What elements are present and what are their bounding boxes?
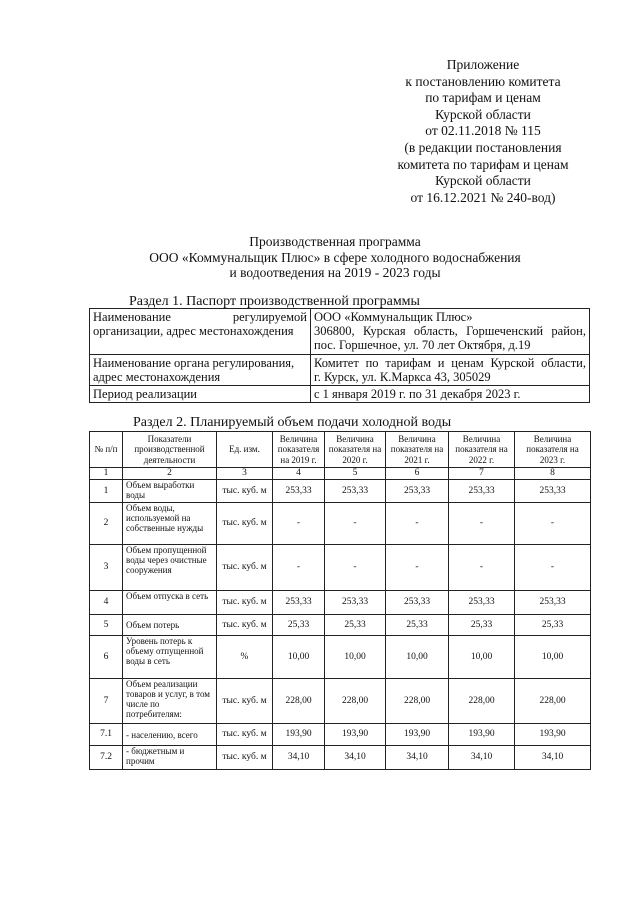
value-cell: 10,00 bbox=[273, 636, 325, 679]
unit-cell: тыс. куб. м bbox=[217, 724, 273, 746]
passport-row bbox=[90, 386, 590, 403]
appendix-line: Курской области bbox=[435, 106, 531, 122]
value-cell: 193,90 bbox=[449, 724, 515, 746]
value-cell: 228,00 bbox=[325, 679, 386, 724]
passport-value: Комитет по тарифам и ценам Курской области, г. Курск, ул. К.Маркса 43, 305029 bbox=[311, 354, 590, 385]
appendix-line: (в редакции постановления bbox=[404, 139, 562, 155]
unit-cell: тыс. куб. м bbox=[217, 746, 273, 770]
value-cell: - bbox=[386, 503, 449, 545]
value-cell: 253,33 bbox=[273, 591, 325, 615]
value-cell: 228,00 bbox=[515, 679, 591, 724]
passport-label: Период реализации bbox=[90, 386, 311, 403]
row-number: 1 bbox=[90, 480, 123, 503]
value-cell: 253,33 bbox=[386, 591, 449, 615]
column-header: Ед. изм. bbox=[217, 432, 273, 468]
column-number: 2 bbox=[123, 468, 217, 480]
appendix-line: к постановлению комитета bbox=[405, 73, 561, 89]
passport-label: Наименование регулируемой организации, адрес местонахождения bbox=[90, 309, 311, 355]
table-row bbox=[90, 679, 591, 724]
indicator-name: Объем воды, используемой на собственные нужды bbox=[123, 503, 217, 545]
value-cell: 34,10 bbox=[325, 746, 386, 770]
appendix-line: от 02.11.2018 № 115 bbox=[425, 123, 541, 139]
value-cell: 193,90 bbox=[325, 724, 386, 746]
title-line: Производственная программа bbox=[249, 234, 421, 249]
appendix-line: Курской области bbox=[435, 173, 531, 189]
value-cell: 253,33 bbox=[386, 480, 449, 503]
appendix-block bbox=[368, 57, 598, 206]
column-header: Величина показателя на 2021 г. bbox=[386, 432, 449, 468]
title-line: и водоотведения на 2019 - 2023 годы bbox=[229, 265, 441, 280]
value-cell: - bbox=[386, 545, 449, 591]
value-cell: 253,33 bbox=[273, 480, 325, 503]
column-header: Величина показателя на 2020 г. bbox=[325, 432, 386, 468]
value-cell: 228,00 bbox=[386, 679, 449, 724]
indicator-name: Объем отпуска в сеть bbox=[123, 591, 217, 615]
appendix-line: от 16.12.2021 № 240-вод) bbox=[410, 189, 556, 205]
water-volume-table bbox=[89, 431, 591, 770]
table-row bbox=[90, 591, 591, 615]
value-cell: 253,33 bbox=[449, 591, 515, 615]
table-row bbox=[90, 746, 591, 770]
indicator-name: - бюджетным и прочим bbox=[123, 746, 217, 770]
column-header: Величина показателя на 2019 г. bbox=[273, 432, 325, 468]
unit-cell: тыс. куб. м bbox=[217, 545, 273, 591]
unit-cell: тыс. куб. м bbox=[217, 480, 273, 503]
column-number: 8 bbox=[515, 468, 591, 480]
passport-value: ООО «Коммунальщик Плюс» 306800, Курская область, Горшеченский район, пос. Горшечное, ул. 70 лет Октября, д.19 bbox=[311, 309, 590, 355]
value-cell: - bbox=[515, 545, 591, 591]
table-row bbox=[90, 615, 591, 636]
value-cell: - bbox=[325, 503, 386, 545]
value-cell: 253,33 bbox=[449, 480, 515, 503]
value-cell: 34,10 bbox=[386, 746, 449, 770]
unit-cell: тыс. куб. м bbox=[217, 503, 273, 545]
value-cell: - bbox=[273, 545, 325, 591]
appendix-line: комитета по тарифам и ценам bbox=[397, 156, 569, 172]
appendix-line: по тарифам и ценам bbox=[425, 90, 541, 106]
unit-cell: тыс. куб. м bbox=[217, 679, 273, 724]
passport-table bbox=[89, 308, 590, 403]
indicator-name: Объем выработки воды bbox=[123, 480, 217, 503]
value-cell: - bbox=[325, 545, 386, 591]
title-line: ООО «Коммунальщик Плюс» в сфере холодного водоснабжения bbox=[149, 249, 521, 265]
section2-heading: Раздел 2. Планируемый объем подачи холодной воды bbox=[133, 415, 452, 430]
table-row bbox=[90, 503, 591, 545]
row-number: 4 bbox=[90, 591, 123, 615]
column-number: 6 bbox=[386, 468, 449, 480]
value-cell: 193,90 bbox=[515, 724, 591, 746]
row-number: 7.1 bbox=[90, 724, 123, 746]
table-row bbox=[90, 545, 591, 591]
value-cell: 25,33 bbox=[386, 615, 449, 636]
indicator-name: Объем реализации товаров и услуг, в том числе по потребителям: bbox=[123, 679, 217, 724]
passport-label: Наименование органа регулирования, адрес местонахождения bbox=[90, 354, 311, 385]
value-cell: 228,00 bbox=[449, 679, 515, 724]
column-header: Величина показателя на 2022 г. bbox=[449, 432, 515, 468]
value-cell: 228,00 bbox=[273, 679, 325, 724]
value-cell: 253,33 bbox=[515, 480, 591, 503]
row-number: 2 bbox=[90, 503, 123, 545]
value-cell: 253,33 bbox=[515, 591, 591, 615]
passport-row bbox=[90, 354, 590, 385]
column-header: Показатели производственной деятельности bbox=[123, 432, 217, 468]
indicator-name: Объем потерь bbox=[123, 615, 217, 636]
value-cell: - bbox=[273, 503, 325, 545]
value-cell: 25,33 bbox=[515, 615, 591, 636]
table-row bbox=[90, 724, 591, 746]
document-title bbox=[120, 234, 550, 281]
column-number-row bbox=[90, 468, 591, 480]
column-number: 7 bbox=[449, 468, 515, 480]
row-number: 7 bbox=[90, 679, 123, 724]
value-cell: 10,00 bbox=[449, 636, 515, 679]
row-number: 7.2 bbox=[90, 746, 123, 770]
unit-cell: % bbox=[217, 636, 273, 679]
unit-cell: тыс. куб. м bbox=[217, 591, 273, 615]
value-cell: 10,00 bbox=[386, 636, 449, 679]
value-cell: - bbox=[515, 503, 591, 545]
value-cell: 10,00 bbox=[325, 636, 386, 679]
column-number: 1 bbox=[90, 468, 123, 480]
passport-row bbox=[90, 309, 590, 355]
row-number: 5 bbox=[90, 615, 123, 636]
section1-heading: Раздел 1. Паспорт производственной программы bbox=[129, 294, 420, 309]
value-cell: 34,10 bbox=[273, 746, 325, 770]
passport-value: с 1 января 2019 г. по 31 декабря 2023 г. bbox=[311, 386, 590, 403]
column-number: 5 bbox=[325, 468, 386, 480]
column-number: 3 bbox=[217, 468, 273, 480]
value-cell: 10,00 bbox=[515, 636, 591, 679]
value-cell: 193,90 bbox=[386, 724, 449, 746]
row-number: 3 bbox=[90, 545, 123, 591]
column-header: Величина показателя на 2023 г. bbox=[515, 432, 591, 468]
value-cell: 25,33 bbox=[449, 615, 515, 636]
column-header: № п/п bbox=[90, 432, 123, 468]
value-cell: 34,10 bbox=[449, 746, 515, 770]
appendix-line: Приложение bbox=[446, 57, 520, 72]
unit-cell: тыс. куб. м bbox=[217, 615, 273, 636]
indicator-name: Уровень потерь к объему отпущенной воды в сеть bbox=[123, 636, 217, 679]
value-cell: 253,33 bbox=[325, 591, 386, 615]
value-cell: 25,33 bbox=[273, 615, 325, 636]
table-row bbox=[90, 636, 591, 679]
column-number: 4 bbox=[273, 468, 325, 480]
indicator-name: - населению, всего bbox=[123, 724, 217, 746]
value-cell: - bbox=[449, 503, 515, 545]
value-cell: 193,90 bbox=[273, 724, 325, 746]
value-cell: 253,33 bbox=[325, 480, 386, 503]
value-cell: 34,10 bbox=[515, 746, 591, 770]
value-cell: - bbox=[449, 545, 515, 591]
table-header-row bbox=[90, 432, 591, 468]
table-row bbox=[90, 480, 591, 503]
row-number: 6 bbox=[90, 636, 123, 679]
value-cell: 25,33 bbox=[325, 615, 386, 636]
indicator-name: Объем пропущенной воды через очистные сооружения bbox=[123, 545, 217, 591]
